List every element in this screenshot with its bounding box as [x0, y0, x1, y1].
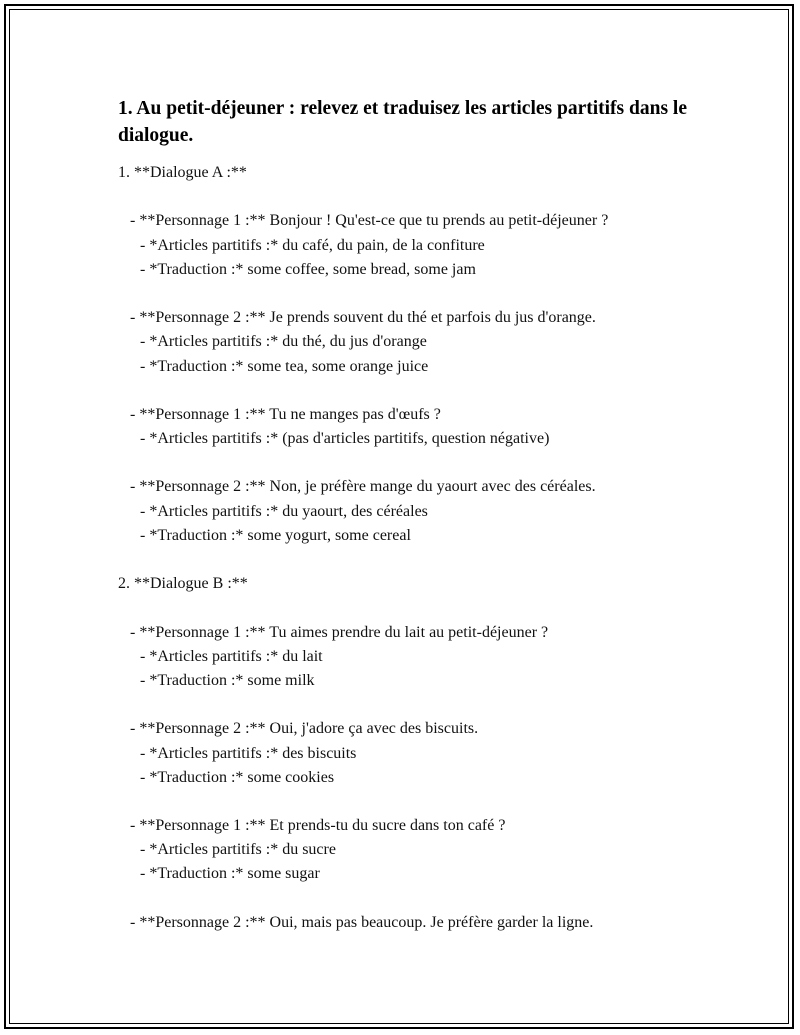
dialogue-b-turn-4-speaker: - **Personnage 2 :** Oui, mais pas beaucoup. Je préfère garder la ligne.	[130, 913, 594, 931]
dialogue-a-turn-4-speaker: - **Personnage 2 :** Non, je préfère mange du yaourt avec des céréales.	[130, 478, 596, 496]
dialogue-b-turn-3-traduction: - *Traduction :* some sugar	[140, 865, 320, 883]
dialogue-b-turn-2-traduction: - *Traduction :* some cookies	[140, 768, 335, 786]
dialogue-a-turn-4-traduction: - *Traduction :* some yogurt, some cereal	[140, 526, 411, 544]
dialogue-a-turn-2-articles: - *Articles partitifs :* du thé, du jus d'orange	[140, 333, 427, 351]
dialogue-a-turn-1-speaker: - **Personnage 1 :** Bonjour ! Qu'est-ce que tu prends au petit-déjeuner ?	[130, 212, 609, 230]
dialogue-b-turn-1-traduction: - *Traduction :* some milk	[140, 671, 315, 689]
dialogue-a-turn-3-articles: - *Articles partitifs :* (pas d'articles partitifs, question négative)	[140, 430, 550, 448]
dialogue-a-turn-2-speaker: - **Personnage 2 :** Je prends souvent du thé et parfois du jus d'orange.	[130, 309, 596, 327]
dialogue-a-turn-1-traduction: - *Traduction :* some coffee, some bread, some jam	[140, 260, 476, 278]
exercise-title: 1. Au petit-déjeuner : relevez et traduisez les articles partitifs dans le dialogue.	[118, 98, 687, 146]
document-body	[118, 95, 718, 935]
dialogue-a-heading: 1. **Dialogue A :**	[118, 164, 247, 181]
dialogue-b-turn-2-speaker: - **Personnage 2 :** Oui, j'adore ça avec des biscuits.	[130, 720, 479, 738]
dialogue-b-turn-3-articles: - *Articles partitifs :* du sucre	[140, 841, 336, 859]
dialogue-b-turn-1-speaker: - **Personnage 1 :** Tu aimes prendre du lait au petit-déjeuner ?	[130, 623, 549, 641]
dialogue-b-turn-2-articles: - *Articles partitifs :* des biscuits	[140, 744, 357, 762]
dialogue-b-heading: 2. **Dialogue B :**	[118, 575, 248, 593]
dialogue-a-turn-2-traduction: - *Traduction :* some tea, some orange juice	[140, 357, 429, 375]
dialogue-b-turn-1-articles: - *Articles partitifs :* du lait	[140, 647, 323, 665]
dialogue-a-turn-4-articles: - *Articles partitifs :* du yaourt, des céréales	[140, 502, 428, 520]
dialogue-a-turn-1-articles: - *Articles partitifs :* du café, du pain, de la confiture	[140, 236, 485, 254]
dialogue-b-turn-3-speaker: - **Personnage 1 :** Et prends-tu du sucre dans ton café ?	[130, 817, 506, 835]
dialogue-a-turn-3-speaker: - **Personnage 1 :** Tu ne manges pas d'œufs ?	[130, 405, 441, 423]
